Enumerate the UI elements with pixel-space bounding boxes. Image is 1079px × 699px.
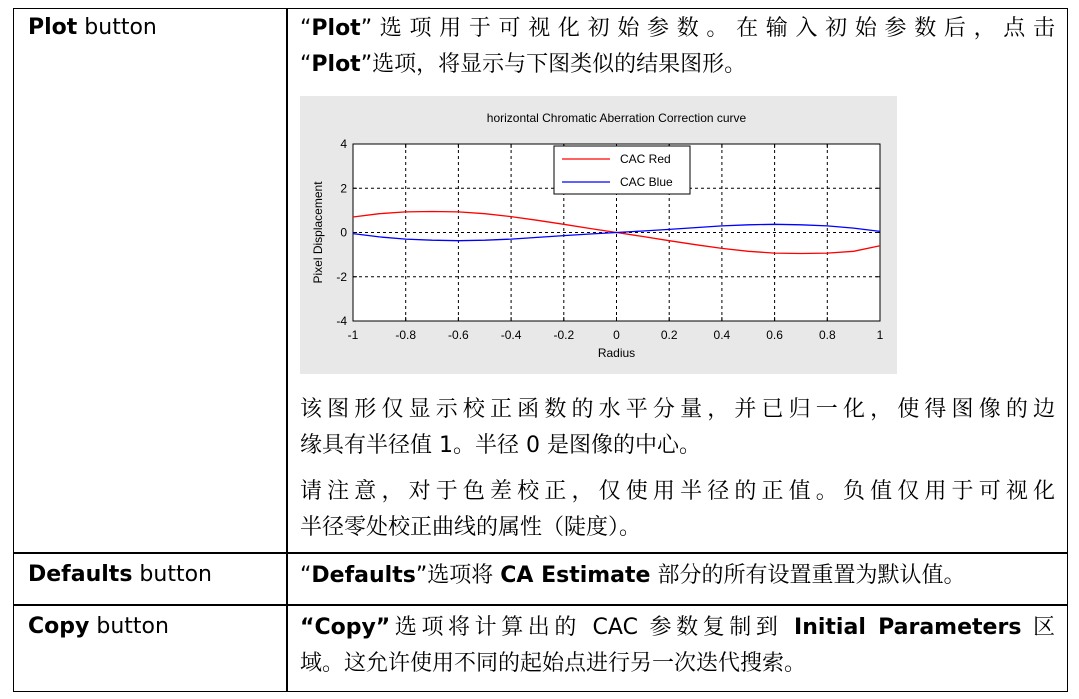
legend-label: CAC Blue bbox=[620, 175, 673, 189]
chart-panel bbox=[300, 96, 897, 374]
defaults-desc: “Defaults”选项将 CA Estimate 部分的所有设置重置为默认值。 bbox=[300, 563, 966, 588]
x-tick-label: 0.4 bbox=[713, 328, 731, 342]
x-axis-label: Radius bbox=[597, 346, 636, 360]
plot-note1-line2: 缘具有半径值 1。半径 0 是图像的中心。 bbox=[300, 433, 701, 458]
x-tick-label: 0.8 bbox=[818, 328, 836, 342]
row-name-copy: Copy button bbox=[28, 614, 169, 639]
parameter-table bbox=[13, 8, 1068, 692]
plot-note2-line1: 请注意，对于色差校正，仅使用半径的正值。负值仅用于可视化 bbox=[300, 479, 1055, 504]
plot-note1-line1: 该图形仅显示校正函数的水平分量，并已归一化，使得图像的边 bbox=[300, 397, 1055, 422]
x-tick-label: -0.6 bbox=[448, 328, 469, 342]
plot-desc-line1: “Plot”选项用于可视化初始参数。在输入初始参数后，点击 bbox=[300, 16, 1055, 41]
chart-title: horizontal Chromatic Aberration Correction curve bbox=[486, 111, 747, 125]
plot-desc-line2: “Plot”选项，将显示与下图类似的结果图形。 bbox=[300, 52, 747, 77]
x-tick-label: 0 bbox=[613, 328, 620, 342]
x-tick-label: 0.6 bbox=[766, 328, 783, 342]
copy-desc-line2: 域。这允许使用不同的起始点进行另一次迭代搜索。 bbox=[300, 651, 807, 676]
column-divider bbox=[286, 9, 288, 691]
x-tick-label: -0.8 bbox=[395, 328, 417, 342]
row-name-plot: Plot button bbox=[28, 15, 157, 40]
y-tick-label: 2 bbox=[340, 181, 347, 196]
legend-label: CAC Red bbox=[620, 152, 671, 166]
x-tick-label: -0.4 bbox=[500, 328, 522, 342]
row-divider bbox=[14, 604, 1067, 606]
y-tick-label: -4 bbox=[336, 314, 347, 328]
x-tick-label: 0.2 bbox=[660, 328, 678, 342]
cac-chart bbox=[300, 96, 897, 374]
y-tick-label: -2 bbox=[336, 269, 347, 284]
plot-note2-line2: 半径零处校正曲线的属性（陡度）。 bbox=[300, 515, 642, 540]
row-divider bbox=[14, 552, 1067, 554]
x-tick-label: 1 bbox=[876, 328, 884, 342]
y-axis-label: Pixel Displacement bbox=[311, 181, 325, 284]
y-tick-label: 4 bbox=[340, 137, 347, 151]
copy-desc-line1: “Copy”选项将计算出的 CAC 参数复制到 Initial Parameters 区 bbox=[300, 615, 1056, 640]
y-tick-label: 0 bbox=[340, 225, 347, 240]
row-name-defaults: Defaults button bbox=[28, 562, 212, 587]
x-tick-label: -0.2 bbox=[553, 328, 575, 342]
x-tick-label: -1 bbox=[347, 328, 359, 342]
